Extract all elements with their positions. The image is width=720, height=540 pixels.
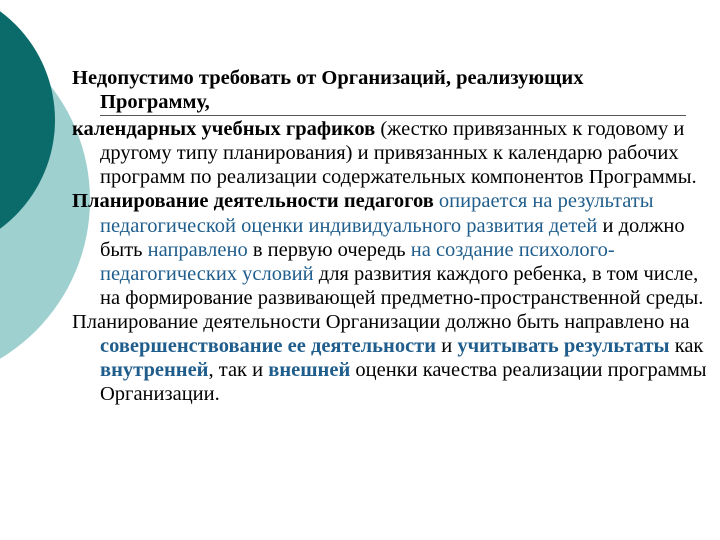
p3-text-blue-1: опирается на результаты педагогической оценки индивидуального развития детей: [100, 190, 654, 237]
p4-emphasis-3: внутренней: [100, 359, 209, 382]
p2-text: (жестко привязанных к годовому и другому типу планирования) и привязанных к календарю рабочих программ по реализации содержательных компонентов Программы.: [100, 118, 697, 189]
p3-text-4: в первую очередь: [247, 238, 411, 261]
p1-line2: Программу,: [100, 91, 210, 114]
p4-text-2: и: [436, 335, 458, 358]
p3-text-2: и должно быть: [100, 214, 685, 261]
paragraph-1: [72, 66, 712, 114]
p4-text-3: как: [669, 335, 704, 358]
p4-emphasis-1: совершенствование ее деятельности: [100, 335, 437, 358]
paragraph-2: [72, 117, 712, 189]
p1-line1: Недопустимо требовать от Организаций, реализующих: [72, 67, 584, 89]
p3-text-6: для развития каждого ребенка, в том числе, на формирование развивающей предметно-пространственной среды.: [100, 262, 704, 309]
p4-text-1: Планирование деятельности Организации должно быть направлено на: [72, 310, 690, 333]
slide-body: [72, 66, 712, 406]
paragraph-4: [72, 310, 712, 406]
p2-emphasis: календарных учебных графиков: [72, 118, 376, 141]
p3-text-blue-5: на создание психолого-педагогических условий: [100, 238, 615, 285]
p4-emphasis-2: учитывать результаты: [457, 335, 670, 358]
p4-emphasis-4: внешней: [268, 359, 351, 382]
p4-text-4: , так и: [208, 359, 269, 382]
p3-heading: Планирование деятельности педагогов: [72, 190, 434, 213]
underline-rule: [100, 115, 686, 116]
paragraph-3: [72, 189, 712, 309]
p3-text-blue-3: направлено: [147, 238, 248, 261]
p4-text-5: оценки качества реализации программы Организации.: [100, 359, 707, 406]
